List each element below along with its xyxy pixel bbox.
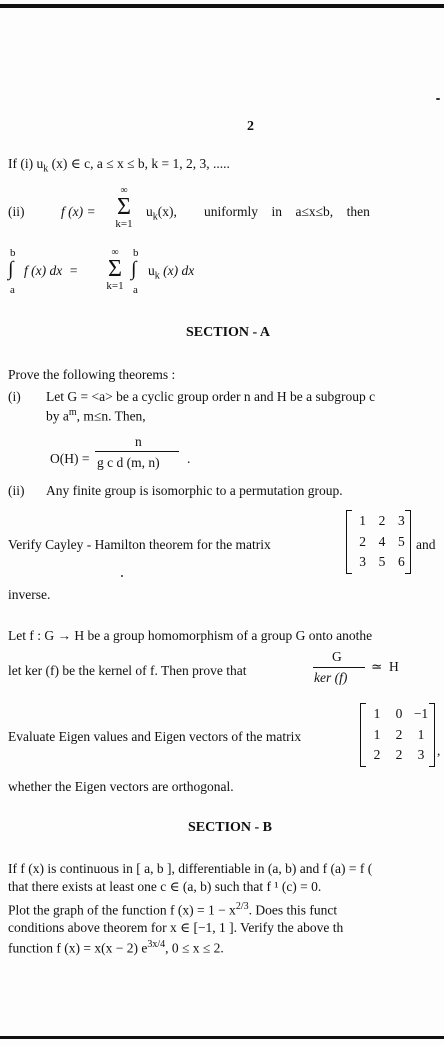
section-a-heading: SECTION - A [186, 325, 271, 340]
inner-integral-upper: b [133, 247, 139, 259]
cayley-matrix-cell: 5 [378, 554, 386, 569]
eigen-matrix [366, 707, 432, 762]
condition-ii-term [146, 205, 177, 223]
cayley-matrix-left-bracket [346, 510, 352, 574]
cayley-question: Verify Cayley - Hamilton theorem for the matrix [8, 537, 271, 552]
quotient-fraction-bar [313, 667, 365, 668]
condition-ii-sum [110, 186, 138, 230]
rolle-line-2: that there exists at least one c ∈ (a, b) such that f ¹ (c) = 0. [8, 879, 322, 894]
cayley-matrix-cell: 1 [359, 513, 367, 528]
eigen-matrix-cell: 2 [395, 747, 403, 762]
inner-integral-lower: a [133, 284, 138, 296]
homomorphism-line-1: Let f : G → H be a group homomorphism of a group G onto anothe [8, 628, 373, 643]
top-border-rule [0, 4, 444, 8]
integral-symbol: ∫ [8, 258, 14, 280]
plot-line-1-sup: 2/3 [235, 901, 249, 912]
condition-ii-label: (ii) [8, 204, 25, 219]
integral-sum-lower: k=1 [106, 280, 124, 292]
plot-line-2: conditions above theorem for x ∈ [−1, 1 ]. Verify the above th [8, 920, 344, 935]
plot-line-1-text: Plot the graph of the function f (x) = 1 − x [8, 902, 236, 918]
cayley-matrix-cell: 3 [359, 554, 367, 569]
rhs-sub: k [154, 270, 160, 282]
eigen-matrix-right-bracket [429, 703, 435, 767]
condition-ii-tail: uniformly in a≤x≤b, then [204, 204, 370, 219]
cayley-matrix-cell: 2 [359, 533, 367, 549]
cayley-matrix-cell: 3 [397, 513, 405, 528]
rolle-line-1: If f (x) is continuous in [ a, b ], differentiable in (a, b) and f (a) = f ( [8, 861, 373, 876]
quotient-denominator: ker (f) [314, 670, 348, 685]
plot-line-3-text: function f (x) = x(x − 2) e [8, 940, 148, 956]
sum-symbol: Σ [117, 194, 131, 220]
plot-line-3-sup: 3x/4 [147, 939, 166, 950]
cayley-tail: and [416, 537, 436, 552]
eigen-matrix-cell: 0 [395, 706, 403, 721]
theorem-i-by: by a [46, 408, 69, 424]
integral-rhs [148, 264, 194, 282]
cayley-next: inverse. [8, 587, 51, 602]
quotient-numerator: G [332, 649, 342, 664]
term-u: u [146, 204, 153, 219]
theorem-ii-text: Any finite group is isomorphic to a permutation group. [46, 483, 343, 498]
eigen-matrix-cell: 3 [417, 747, 425, 762]
prove-theorems-text: Prove the following theorems : [8, 367, 176, 382]
plot-line-1 [8, 902, 337, 917]
condition-i-sub: k [43, 163, 49, 175]
term-arg: (x), [157, 204, 177, 219]
condition-i-text: If (i) u [8, 156, 44, 171]
order-period: . [187, 451, 191, 466]
plot-line-3-tail: , 0 ≤ x ≤ 2. [165, 940, 224, 956]
sum-upper: ∞ [120, 185, 128, 196]
theorem-i-sup: m [68, 407, 77, 418]
cayley-matrix-cell: 2 [378, 513, 386, 528]
theorem-i-label: (i) [8, 389, 21, 404]
cayley-matrix-cell: 5 [397, 533, 405, 549]
eigen-next: whether the Eigen vectors are orthogonal. [8, 779, 234, 794]
bottom-border-rule [0, 1036, 444, 1039]
eigen-tail: , [437, 743, 441, 758]
order-fraction-bar [95, 451, 179, 452]
cayley-matrix-right-bracket [405, 510, 411, 574]
order-denominator: g c d (m, n) [97, 455, 160, 470]
inner-integral-symbol: ∫ [131, 258, 137, 280]
cayley-matrix-cell: 4 [378, 533, 386, 549]
eigen-matrix-cell: 1 [373, 706, 381, 721]
term-sub: k [152, 211, 158, 223]
integral-sum-upper: ∞ [111, 247, 119, 258]
condition-ii-lhs: f (x) = [61, 204, 96, 219]
isomorphic-relation: ≃ H [371, 659, 399, 674]
theorem-ii-label: (ii) [8, 483, 25, 498]
homomorphism-line-2: let ker (f) be the kernel of f. Then prove that [8, 663, 247, 678]
integral-sum-symbol: Σ [108, 256, 122, 282]
condition-i [8, 157, 230, 175]
sum-lower: k=1 [115, 218, 133, 230]
integral-lhs: f (x) dx = [24, 263, 79, 278]
plot-line-1-tail: . Does this funct [248, 902, 338, 918]
eigen-matrix-cell: 1 [373, 726, 381, 742]
page-number: 2 [247, 119, 254, 134]
section-b-heading: SECTION - B [188, 820, 273, 835]
rhs-arg: (x) dx [163, 263, 195, 278]
cayley-matrix-cell: 6 [397, 554, 405, 569]
theorem-i-text-2 [46, 408, 146, 423]
eigen-matrix-cell: 1 [417, 726, 425, 742]
integral-lower: a [10, 284, 15, 296]
condition-i-rest: (x) ∈ c, a ≤ x ≤ b, k = 1, 2, 3, ..... [51, 156, 230, 171]
eigen-question: Evaluate Eigen values and Eigen vectors of the matrix [8, 729, 302, 744]
theorem-i-cond: , m≤n. Then, [76, 408, 146, 424]
theorem-i-text: Let G = <a> be a cyclic group order n and H be a subgroup c [46, 389, 376, 404]
rhs-u: u [148, 263, 155, 278]
plot-line-3 [8, 940, 224, 955]
scan-speck-2 [121, 575, 123, 577]
eigen-matrix-cell: 2 [395, 726, 403, 742]
cayley-matrix [353, 514, 411, 569]
integral-sum [102, 248, 128, 292]
eigen-matrix-cell: −1 [413, 706, 429, 721]
integral-upper: b [10, 247, 16, 259]
order-lhs: O(H) = [50, 451, 90, 466]
order-numerator: n [135, 434, 142, 449]
scan-speck [436, 98, 440, 100]
eigen-matrix-cell: 2 [373, 747, 381, 762]
